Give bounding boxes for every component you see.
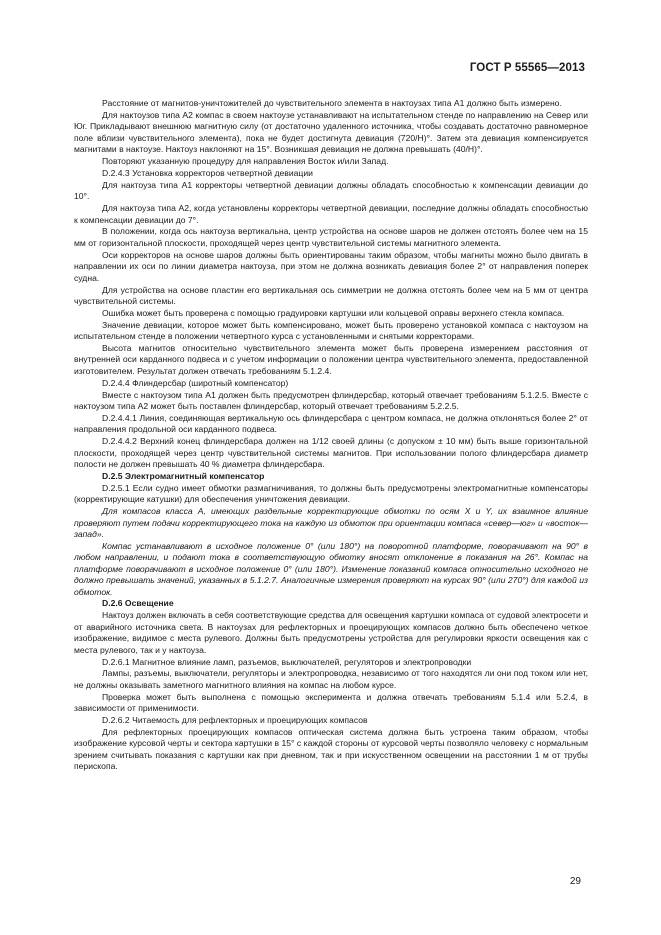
page-number: 29 [569, 876, 581, 887]
paragraph: В положении, когда ось нактоуза вертикальна, центр устройства на основе шаров не должен отстоять более чем на 15 мм от горизонтальной плоскости, проходящей через центр чувствительной системы магнитного элемента. [74, 226, 588, 248]
paragraph: D.2.4.4.2 Верхний конец флиндерсбара должен на 1/12 своей длины (с допуском ± 10 мм) быть выше горизонтальной плоскости, проходящей через центр чувствительной системы магнитов. При использовании полого флиндерсбара диаметр полости не должен превышать 40 % диаметра флиндерсбара. [74, 436, 588, 470]
paragraph: Для нактоузов типа А2 компас в своем нактоузе устанавливают на испытательном стенде по направлению на Север или Юг. Прикладывают внешнюю магнитную силу (от достаточно удаленного источника, чтобы создавать достаточно равномерное поле вблизи чувствительного элемента), пока не будет достигнута девиация (720/H)°. Затем эта девиация компенсируется магнитами в нактоузе. Нактоуз наклоняют на 15°. Возникшая девиация не должна превышать (40/H)°. [74, 109, 588, 155]
paragraph: D.2.5.1 Если судно имеет обмотки размагничивания, то должны быть предусмотрены электромагнитные компенсаторы (корректирующие катушки) для обеспечения уничтожения девиации. [74, 482, 588, 505]
paragraph: Лампы, разъемы, выключатели, регуляторы и электропроводка, независимо от того находятся ли они под током или нет, не должны оказывать заметного магнитного влияния на компас на любом курсе. [74, 668, 588, 690]
document-code: ГОСТ Р 55565—2013 [469, 62, 585, 74]
paragraph: Для устройства на основе пластин его вертикальная ось симметрии не должна отстоять более чем на 5 мм от центра чувствительной системы. [74, 284, 588, 306]
paragraph: D.2.4.4 Флиндерсбар (широтный компенсатор) [102, 377, 289, 388]
paragraph: Компас устанавливают в исходное положение 0° (или 180°) на поворотной платформе, поворачивают на 90° в любом направлении, и подают тока в соответствующую обмотку вносят отклонение в показания на 26°. Компас на платформе поворачивают в исходное положение 0° (или 180°). Изменение показаний компаса относительно исходного не должно превышать значений, указанных в 5.1.2.7. Аналогичные измерения проверяют на курсах 90° (или 270°) для каждой из обмоток. [74, 540, 588, 597]
paragraph: Проверка может быть выполнена с помощью эксперимента и должна отвечать требованиям 5.1.4 или 5.2.4, в зависимости от применимости. [74, 691, 588, 714]
paragraph: Ошибка может быть проверена с помощью градуировки картушки или кольцевой оправы верхнего стекла компаса. [102, 307, 565, 318]
paragraph: Для нактоуза типа А2, когда установлены корректоры четвертной девиации, последние должны обладать способностью к компенсации девиации до 7°. [74, 203, 588, 225]
paragraph: Нактоуз должен включать в себя соответствующие средства для освещения картушки компаса от судовой электросети и от аварийного источника света. В нактоузах для рефлекторных и проецирующих компасов должно быть обеспечено четкое изображение, видимое с места рулевого. Должны быть предусмотрены устройства для регулировки яркости освещения как с места рулевого, так и у нактоуза. [74, 610, 588, 655]
section-heading: D.2.5 Электромагнитный компенсатор [102, 471, 265, 481]
paragraph: Значение девиации, которое может быть компенсировано, может быть проверено установкой компаса с нактоузом на испытательном стенде в положении четвертного курса с установленными и снятыми корректорами. [74, 319, 588, 342]
paragraph: D.2.6.2 Читаемость для рефлекторных и проецирующих компасов [102, 715, 368, 726]
paragraph: Повторяют указанную процедуру для направления Восток и/или Запад. [102, 156, 389, 167]
paragraph: D.2.6.1 Магнитное влияние ламп, разъемов, выключателей, регуляторов и электропроводки [102, 656, 472, 667]
document-body [74, 98, 588, 773]
section-heading: D.2.6 Освещение [102, 598, 174, 609]
paragraph: Расстояние от магнитов-уничтожителей до чувствительного элемента в нактоузах типа А1 должно быть измерено. [102, 98, 562, 108]
paragraph: Оси корректоров на основе шаров должны быть ориентированы таким образом, чтобы магниты можно было двигать в направлении их оси по линии диаметра нактоуза, при этом не должна возникать девиация более 2° от направления поперек судна. [74, 249, 588, 283]
paragraph: Для нактоуза типа А1 корректоры четвертной девиации должны обладать способностью к компенсации девиации до 10°. [74, 179, 588, 202]
paragraph: D.2.4.4.1 Линия, соединяющая вертикальную ось флиндерсбара с центром компаса, не должна отклоняться более 2° от направления продольной оси карданного подвеса. [74, 412, 588, 435]
paragraph: D.2.4.3 Установка корректоров четвертной девиации [102, 167, 313, 178]
paragraph: Для рефлекторных проецирующих компасов оптическая система должна быть устроена таким образом, чтобы изображение курсовой черты и сектора картушки в 15° с каждой стороны от курсовой черты позволяло человеку с нормальным зрением считывать показания с картушки как при дневном, так и при искусственном освещении на расстоянии 1 м от трубы перископа. [74, 726, 588, 772]
paragraph: Высота магнитов относительно чувствительного элемента может быть проверена измерением расстояния от внутренней оси карданного подвеса и с учетом информации о положении центра чувствительного элемента, предоставленной изготовителем. Результат должен отвечать требованиям 5.1.2.4. [74, 343, 588, 376]
paragraph: Для компасов класса А, имеющих раздельные корректирующие обмотки по осям X и Y, их взаимное влияние проверяют путем подачи корректирующего тока на каждую из обмоток при ориентации компаса «север—юг» и «восток—запад». [74, 506, 588, 540]
paragraph: Вместе с нактоузом типа А1 должен быть предусмотрен флиндерсбар, который отвечает требованиям 5.1.2.5. Вместе с нактоузом типа А2 может быть поставлен флиндерсбар, который отвечает требованиям 5.2.2.5. [74, 389, 588, 412]
